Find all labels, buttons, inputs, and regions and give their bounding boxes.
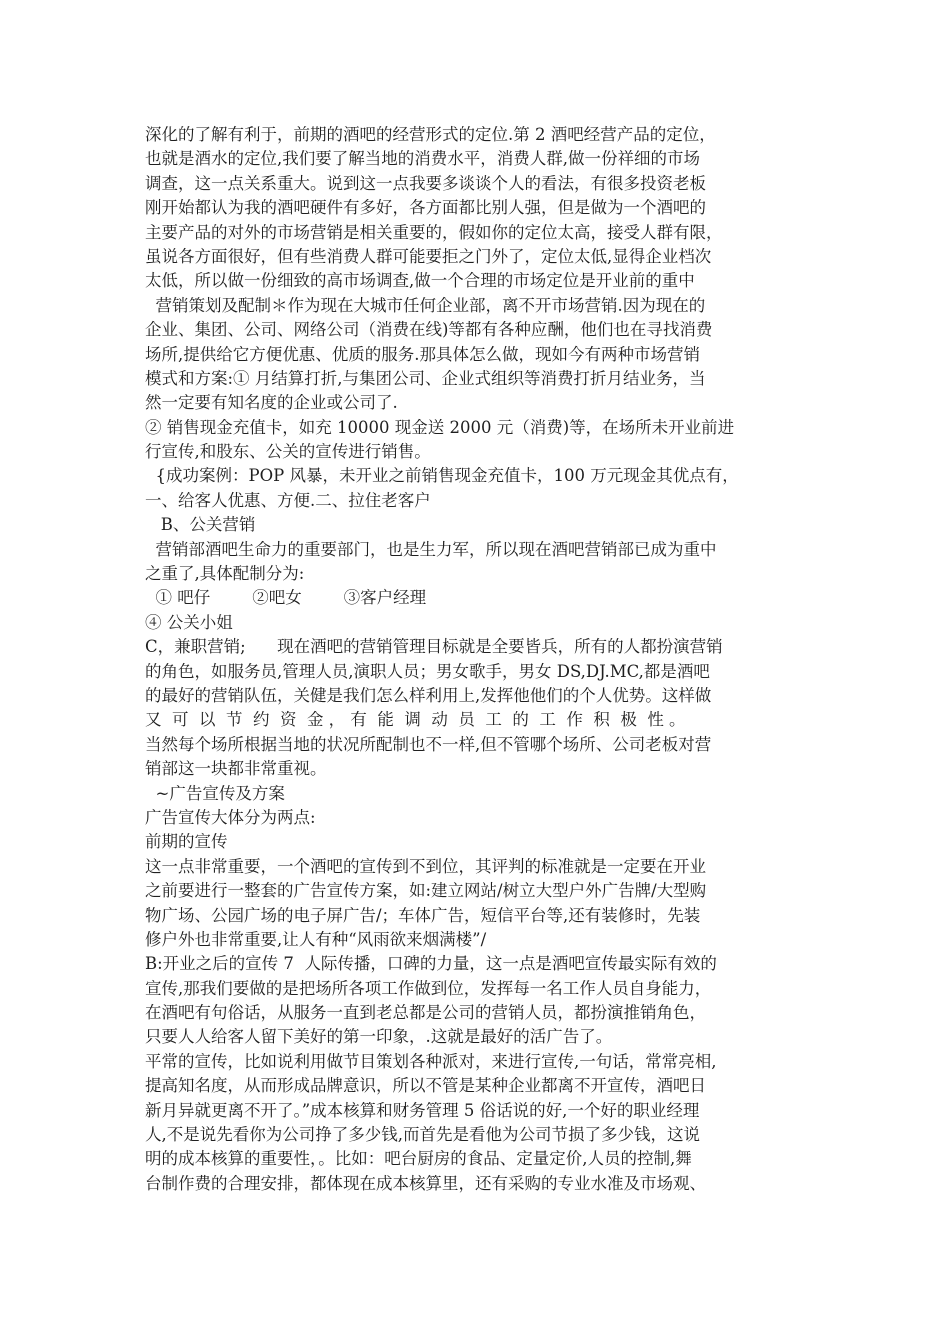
body-text	[145, 123, 810, 1196]
text-line: 模式和方案:① 月结算打折,与集团公司、企业式组织等消费打折月结业务，当	[145, 368, 706, 388]
text-line: 虽说各方面很好，但有些消费人群可能要拒之门外了，定位太低,显得企业档次	[145, 246, 712, 266]
text-line: 台制作费的合理安排，都体现在成本核算里，还有采购的专业水准及市场观、	[145, 1173, 706, 1193]
text-line: ④ 公关小姐	[145, 612, 233, 632]
text-line: 场所,提供给它方便优惠、优质的服务.那具体怎么做，现如今有两种市场营销	[145, 344, 700, 364]
text-line: 提高知名度，从而形成品牌意识，所以不管是某种企业都离不开宣传，酒吧日	[145, 1076, 706, 1096]
text-line: 明的成本核算的重要性，。比如：吧台厨房的食品、定量定价,人员的控制,舞	[145, 1149, 692, 1169]
text-line: 人,不是说先看你为公司挣了多少钱,而首先是看他为公司节损了多少钱，这说	[145, 1125, 700, 1145]
text-line: 也就是酒水的定位,我们要了解当地的消费水平，消费人群,做一份祥细的市场	[145, 149, 700, 169]
text-line: C，兼职营销; 现在酒吧的营销管理目标就是全要皆兵，所有的人都扮演营销	[145, 637, 723, 657]
text-line: 营销策划及配制＊作为现在大城市任何企业部，离不开市场营销.因为现在的	[145, 295, 706, 315]
text-line: 当然每个场所根据当地的状况所配制也不一样,但不管哪个场所、公司老板对营	[145, 734, 712, 754]
text-line: 的角色，如服务员,管理人员,演职人员；男女歌手，男女 DS,DJ.MC,都是酒吧	[145, 661, 710, 681]
text-line: {成功案例：POP 风暴，未开业之前销售现金充值卡，100 万元现金其优点有，	[145, 466, 739, 486]
text-line: 的最好的营销队伍，关健是我们怎么样利用上,发挥他他们的个人优势。这样做	[145, 685, 712, 705]
text-line: 之前要进行一整套的广告宣传方案，如:建立网站/树立大型户外广告牌/大型购	[145, 881, 707, 901]
text-line: ① 吧仔 ②吧女 ③客户经理	[145, 588, 427, 608]
text-line: 销部这一块都非常重视。	[145, 759, 327, 779]
text-line: 深化的了解有利于，前期的酒吧的经营形式的定位.第 2 酒吧经营产品的定位，	[145, 125, 716, 144]
text-line: 主要产品的对外的市场营销是相关重要的，假如你的定位太高，接受人群有限，	[145, 222, 723, 242]
text-line: 物广场、公园广场的电子屏广告/；车体广告，短信平台等,还有装修时，先装	[145, 905, 701, 925]
text-line: 然一定要有知名度的企业或公司了.	[145, 393, 398, 413]
text-line: 之重了,具体配制分为:	[145, 564, 305, 584]
text-line: 营销部酒吧生命力的重要部门，也是生力军，所以现在酒吧营销部已成为重中	[145, 539, 717, 559]
text-line: 修户外也非常重要,让人有种“风雨欲来烟满楼”/	[145, 929, 487, 949]
text-line: 企业、集团、公司、网络公司（消费在线)等都有各种应酬，他们也在寻找消费	[145, 320, 713, 340]
text-line: 这一点非常重要，一个酒吧的宣传到不到位，其评判的标准就是一定要在开业	[145, 856, 706, 876]
text-line: 又 可 以 节 约 资 金 ， 有 能 调 动 员 工 的 工 作 积 极 性 。	[145, 710, 686, 730]
text-line: 调查，这一点关系重大。说到这一点我要多谈谈个人的看法，有很多投资老板	[145, 173, 706, 193]
text-line: B:开业之后的宣传 7 人际传播，口碑的力量，这一点是酒吧宣传最实际有效的	[145, 954, 717, 974]
text-line: 前期的宣传	[145, 832, 228, 852]
text-line: 新月异就更离不开了。”成本核算和财务管理 5 俗话说的好,一个好的职业经理	[145, 1100, 700, 1120]
text-line: 在酒吧有句俗话，从服务一直到老总都是公司的营销人员，都扮演推销角色，	[145, 1003, 706, 1023]
text-line: 一、给客人优惠、方便.二、拉住老客户	[145, 490, 431, 510]
text-line: 平常的宣传，比如说利用做节目策划各种派对，来进行宣传,一句话，常常亮相,	[145, 1051, 717, 1071]
text-line: 广告宣传大体分为两点:	[145, 807, 316, 827]
text-line: ~广告宣传及方案	[145, 783, 285, 803]
text-line: B、公关营销	[145, 515, 256, 535]
text-line: 太低，所以做一份细致的高市场调查,做一个合理的市场定位是开业前的重中	[145, 271, 695, 291]
text-line: 刚开始都认为我的酒吧硬件有多好，各方面都比别人强，但是做为一个酒吧的	[145, 198, 706, 218]
text-line: 行宣传,和股东、公关的宣传进行销售。	[145, 442, 431, 462]
text-line: 只要人人给客人留下美好的第一印象，.这就是最好的活广告了。	[145, 1027, 613, 1047]
text-line: 宣传,那我们要做的是把场所各项工作做到位，发挥每一名工作人员自身能力，	[145, 978, 712, 998]
text-line: ② 销售现金充值卡，如充 10000 现金送 2000 元（消费)等，在场所未开业前进	[145, 417, 735, 437]
